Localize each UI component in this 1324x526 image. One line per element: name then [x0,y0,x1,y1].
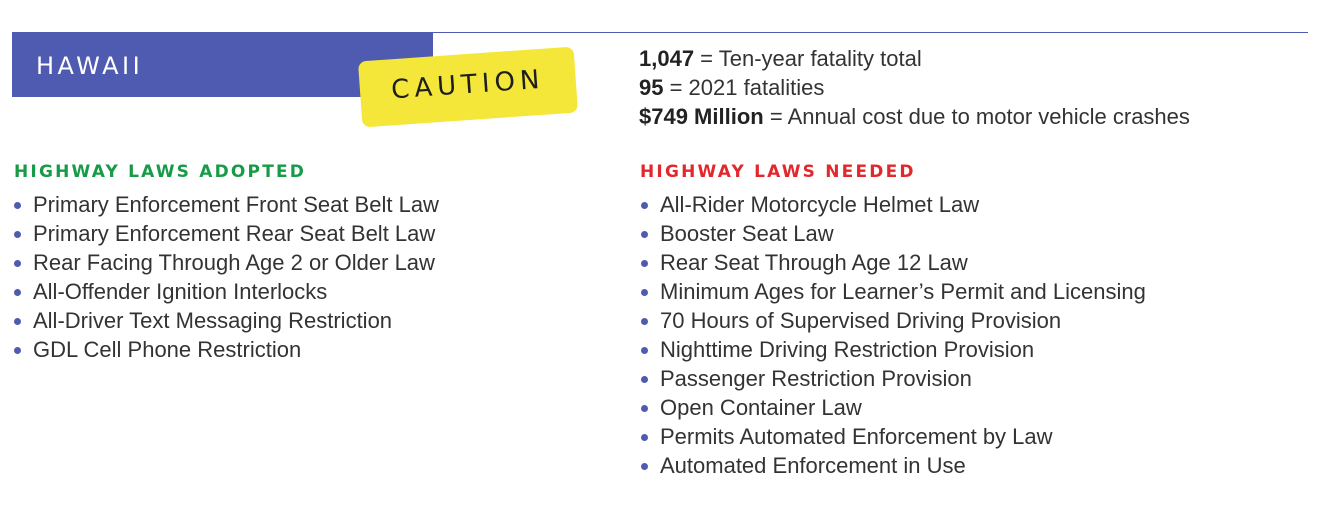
law-label: All-Offender Ignition Interlocks [33,279,328,304]
laws-needed-list [639,190,1146,480]
bullet-icon [641,405,648,412]
law-label: Minimum Ages for Learner’s Permit and Licensing [660,279,1146,304]
list-item [639,335,1146,364]
caution-badge [358,47,578,128]
list-item [639,306,1146,335]
list-item [639,451,1146,480]
bullet-icon [641,347,648,354]
law-label: Primary Enforcement Front Seat Belt Law [33,192,439,217]
list-item [639,219,1146,248]
laws-adopted-list [12,190,439,364]
stat-label: = Ten-year fatality total [694,46,922,71]
list-item [12,219,439,248]
law-label: All-Driver Text Messaging Restriction [33,308,393,333]
law-label: All-Rider Motorcycle Helmet Law [660,192,980,217]
bullet-icon [641,289,648,296]
bullet-icon [641,376,648,383]
bullet-icon [14,318,21,325]
bullet-icon [641,434,648,441]
bullet-icon [641,260,648,267]
bullet-icon [14,347,21,354]
law-label: 70 Hours of Supervised Driving Provision [660,308,1062,333]
laws-needed-heading: HIGHWAY LAWS NEEDED [640,162,916,182]
bullet-icon [14,289,21,296]
list-item [12,248,439,277]
stat-annual-cost [639,102,1190,131]
bullet-icon [641,463,648,470]
law-label: Rear Seat Through Age 12 Law [660,250,968,275]
law-label: Primary Enforcement Rear Seat Belt Law [33,221,436,246]
stat-2021-fatalities [639,73,1190,102]
stat-label: = Annual cost due to motor vehicle crashes [763,104,1190,129]
bullet-icon [641,202,648,209]
list-item [639,364,1146,393]
law-label: Permits Automated Enforcement by Law [660,424,1053,449]
list-item [12,277,439,306]
bullet-icon [641,231,648,238]
list-item [12,335,439,364]
bullet-icon [14,231,21,238]
law-label: Passenger Restriction Provision [660,366,972,391]
list-item [639,277,1146,306]
law-label: Nighttime Driving Restriction Provision [660,337,1035,362]
law-label: GDL Cell Phone Restriction [33,337,302,362]
list-item [639,248,1146,277]
list-item [639,393,1146,422]
stat-value: 95 [639,75,664,100]
list-item [12,190,439,219]
bullet-icon [641,318,648,325]
stat-label: = 2021 fatalities [663,75,825,100]
law-label: Automated Enforcement in Use [660,453,966,478]
law-label: Open Container Law [660,395,862,420]
stat-ten-year-total [639,44,1190,73]
laws-adopted-heading: HIGHWAY LAWS ADOPTED [14,162,307,182]
caution-label: CAUTION [390,64,546,106]
fatality-stats [639,44,1190,131]
law-label: Booster Seat Law [660,221,834,246]
list-item [12,306,439,335]
bullet-icon [14,202,21,209]
state-name: HAWAII [36,52,144,80]
bullet-icon [14,260,21,267]
list-item [639,190,1146,219]
law-label: Rear Facing Through Age 2 or Older Law [33,250,435,275]
list-item [639,422,1146,451]
stat-value: $749 Million [639,104,764,129]
stat-value: 1,047 [639,46,695,71]
